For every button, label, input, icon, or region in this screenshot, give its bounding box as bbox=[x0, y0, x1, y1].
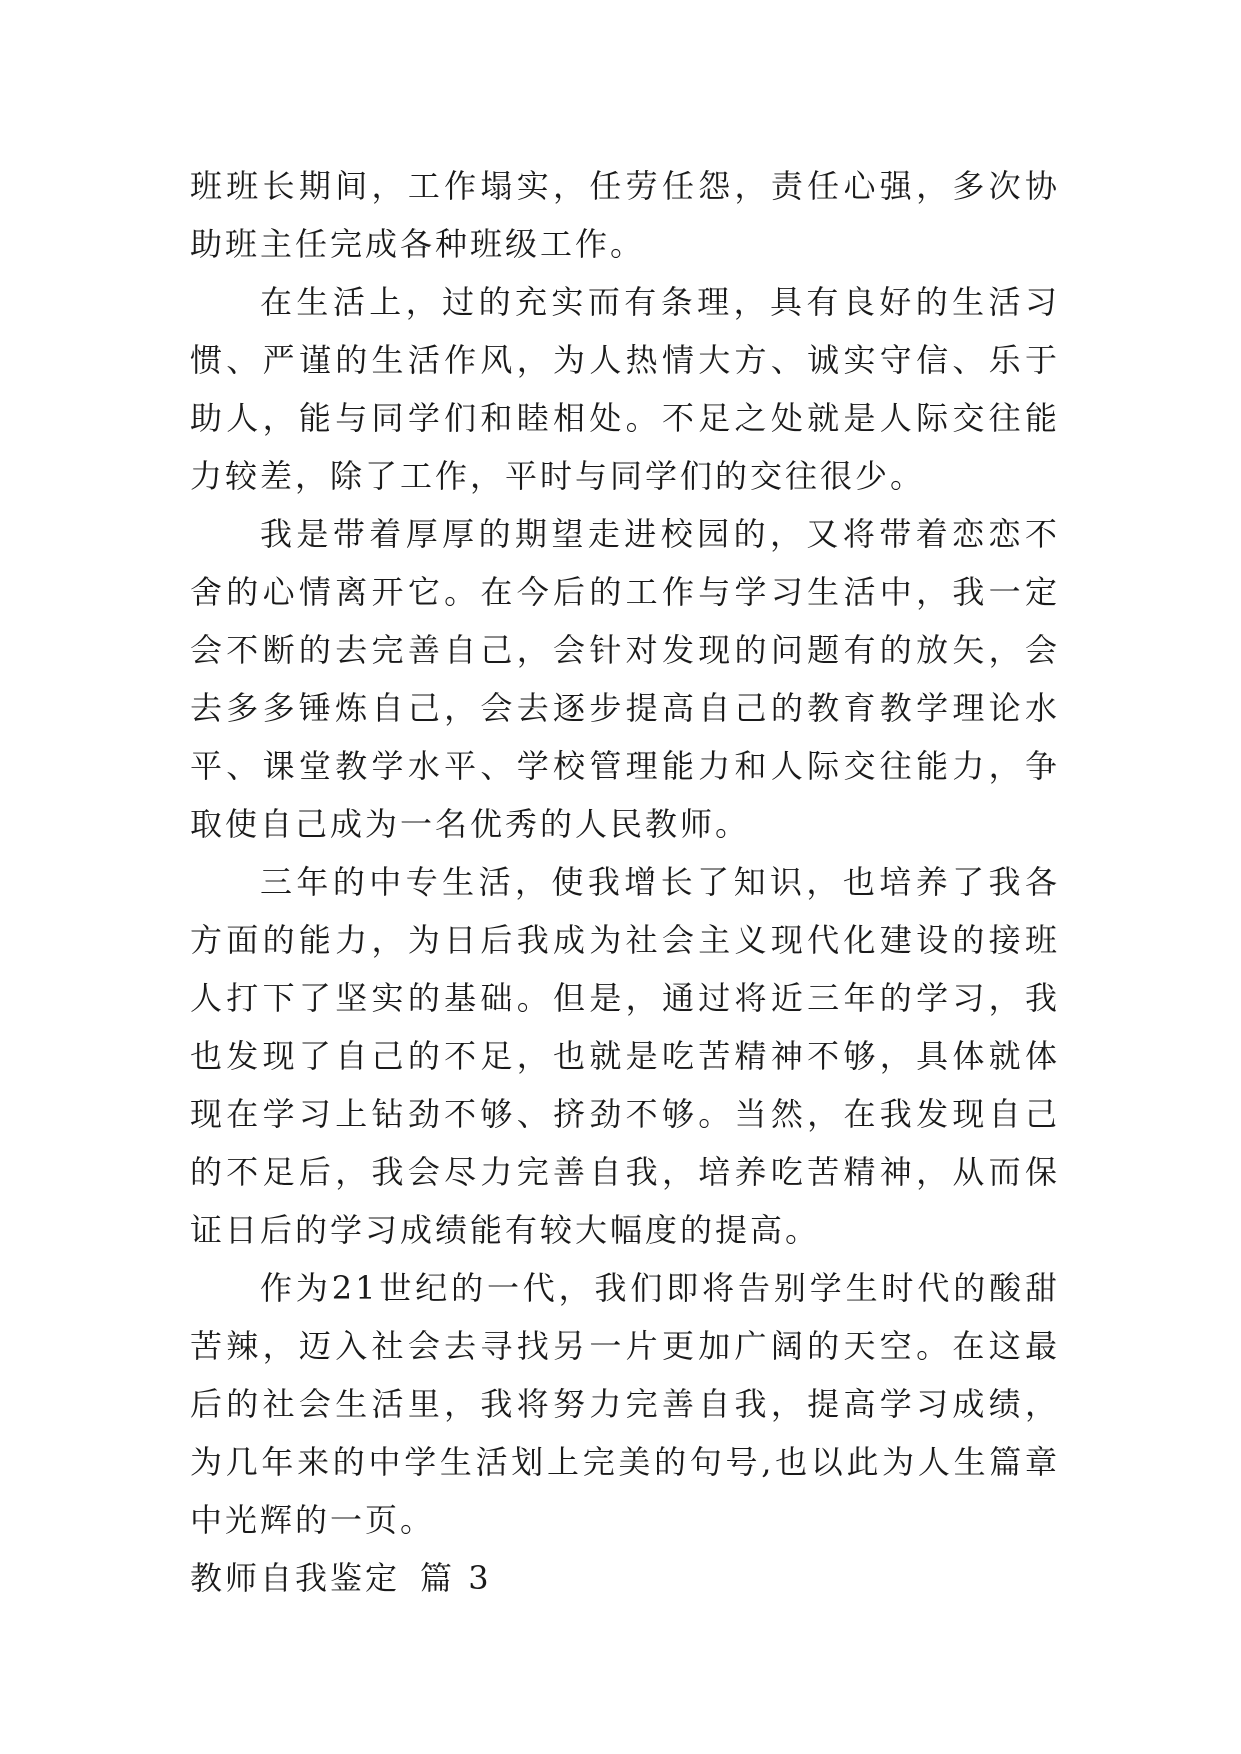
paragraph-3: 我是带着厚厚的期望走进校园的，又将带着恋恋不舍的心情离开它。在今后的工作与学习生活中，我一定会不断的去完善自己，会针对发现的问题有的放矢，会去多多锤炼自己，会去逐步提高自己的教育教学理论水平、课堂教学水平、学校管理能力和人际交往能力，争取使自己成为一名优秀的人民教师。 bbox=[190, 515, 1060, 843]
section-heading bbox=[190, 1549, 1060, 1607]
section-heading-part: 篇 3 bbox=[420, 1559, 492, 1597]
paragraph-1: 班班长期间，工作塌实，任劳任怨，责任心强，多次协助班主任完成各种班级工作。 bbox=[190, 167, 1060, 263]
paragraph-4: 三年的中专生活，使我增长了知识，也培养了我各方面的能力，为日后我成为社会主义现代化建设的接班人打下了坚实的基础。但是，通过将近三年的学习，我也发现了自己的不足，也就是吃苦精神不够，具体就体现在学习上钻劲不够、挤劲不够。当然，在我发现自己的不足后，我会尽力完善自我，培养吃苦精神，从而保证日后的学习成绩能有较大幅度的提高。 bbox=[190, 863, 1060, 1249]
section-heading-title: 教师自我鉴定 bbox=[190, 1559, 401, 1597]
document-body bbox=[190, 157, 1060, 1607]
paragraph-5: 作为21世纪的一代，我们即将告别学生时代的酸甜苦辣，迈入社会去寻找另一片更加广阔的天空。在这最后的社会生活里，我将努力完善自我，提高学习成绩，为几年来的中学生活划上完美的句号,也以此为人生篇章中光辉的一页。 bbox=[190, 1269, 1060, 1539]
paragraph-2: 在生活上，过的充实而有条理，具有良好的生活习惯、严谨的生活作风，为人热情大方、诚实守信、乐于助人，能与同学们和睦相处。不足之处就是人际交往能力较差，除了工作，平时与同学们的交往很少。 bbox=[190, 283, 1060, 495]
